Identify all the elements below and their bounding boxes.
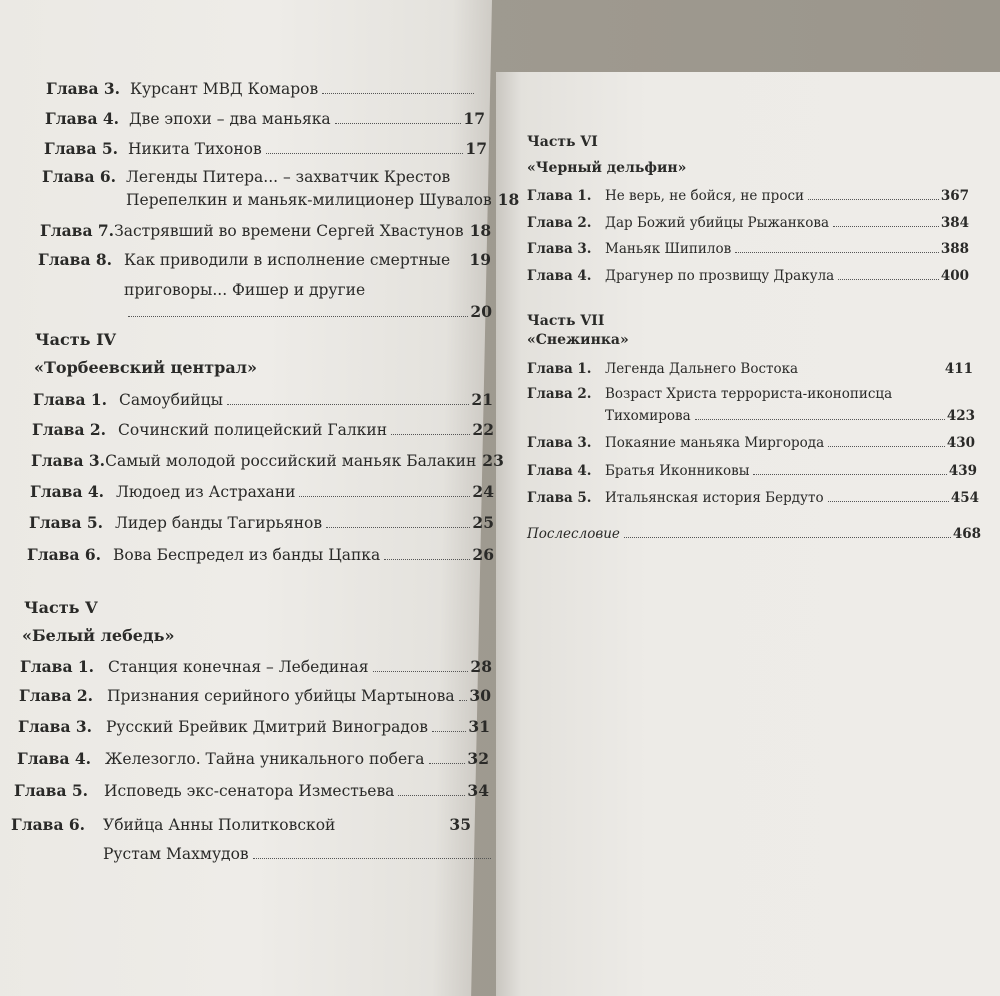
leader-dots <box>828 446 945 447</box>
part-heading: Часть VII <box>527 313 605 329</box>
chapter-label: Глава 4. <box>17 749 92 768</box>
chapter-label: Глава 5. <box>14 781 89 800</box>
chapter-label: Глава 3. <box>527 435 592 451</box>
leader-dots <box>373 671 469 672</box>
toc-entry[interactable] <box>527 188 969 204</box>
chapter-label: Глава 2. <box>19 686 94 705</box>
toc-entry[interactable] <box>45 109 485 128</box>
chapter-label: Глава 2. <box>527 386 592 402</box>
chapter-label: Глава 1. <box>33 390 108 409</box>
page-number: 400 <box>940 268 969 284</box>
part-heading: Часть IV <box>35 330 116 349</box>
leader-dots <box>253 858 491 859</box>
page-number: 468 <box>952 526 981 542</box>
leader-dots <box>384 559 470 560</box>
leader-dots <box>335 123 462 124</box>
chapter-title: Драгунер по прозвищу Дракула <box>605 268 835 284</box>
chapter-label: Глава 6. <box>27 545 102 564</box>
toc-entry[interactable] <box>14 781 489 800</box>
chapter-title: Легенда Дальнего Востока <box>605 361 799 377</box>
toc-entry-continuation <box>124 281 370 299</box>
leader-dots <box>227 404 470 405</box>
toc-entry[interactable] <box>527 386 947 402</box>
page-number: 18 <box>469 221 492 240</box>
page-number: 23 <box>482 451 504 470</box>
chapter-title: Дар Божий убийцы Рыжанкова <box>605 215 830 231</box>
leader-dots <box>753 474 946 475</box>
chapter-title: Признания серийного убийцы Мартынова <box>107 687 455 705</box>
page-number: 25 <box>472 513 494 532</box>
chapter-label: Глава 1. <box>527 188 592 204</box>
toc-entry[interactable] <box>20 657 492 676</box>
page-number: 32 <box>467 749 489 768</box>
page-number: 388 <box>940 241 969 257</box>
chapter-title: Покаяние маньяка Миргорода <box>605 435 825 451</box>
chapter-title: Железогло. Тайна уникального побега <box>105 750 425 768</box>
chapter-title: Возраст Христа террориста-иконописца <box>605 386 893 402</box>
chapter-label: Глава 2. <box>32 420 107 439</box>
chapter-label: Глава 4. <box>527 463 592 479</box>
page-number: 17 <box>463 109 485 128</box>
chapter-title: Как приводили в исполнение смертные <box>124 251 451 269</box>
toc-entry[interactable] <box>30 482 494 501</box>
leader-dots <box>398 795 465 796</box>
page-number: 30 <box>469 686 491 705</box>
page-number: 411 <box>944 361 973 377</box>
chapter-label: Глава 1. <box>527 361 592 377</box>
chapter-title-line2: приговоры... Фишер и другие <box>124 281 366 299</box>
leader-dots <box>624 537 951 538</box>
leader-dots <box>429 763 466 764</box>
chapter-title: Убийца Анны Политковской <box>103 816 336 834</box>
page-number: 31 <box>468 717 490 736</box>
toc-entry[interactable] <box>11 815 471 834</box>
page-number: 384 <box>940 215 969 231</box>
toc-entry[interactable] <box>44 139 487 158</box>
chapter-label: Глава 6. <box>11 815 86 834</box>
page-number: 19 <box>469 250 491 269</box>
toc-entry[interactable] <box>527 215 969 231</box>
chapter-title: Вова Беспредел из банды Цапка <box>113 546 381 564</box>
toc-entry[interactable] <box>527 241 969 257</box>
chapter-label: Глава 4. <box>527 268 592 284</box>
chapter-title: Курсант МВД Комаров <box>130 80 319 98</box>
page-number: 423 <box>946 408 975 424</box>
leader-dots <box>326 527 470 528</box>
chapter-title: Братья Иконниковы <box>605 463 750 479</box>
part-subtitle: «Торбеевский централ» <box>34 358 257 377</box>
chapter-title: Никита Тихонов <box>128 140 262 158</box>
toc-entry[interactable] <box>27 545 494 564</box>
chapter-title: Две эпохи – два маньяка <box>129 110 331 128</box>
toc-entry[interactable] <box>40 221 490 240</box>
page-number: 21 <box>471 390 493 409</box>
toc-entry-continuation <box>103 845 493 863</box>
part-heading: Часть V <box>24 598 98 617</box>
page-number: 367 <box>940 188 969 204</box>
leader-dots <box>828 501 949 502</box>
page-number: 18 <box>497 190 520 209</box>
page-number: 454 <box>950 490 979 506</box>
chapter-title: Людоед из Астрахани <box>116 483 296 501</box>
toc-entry-continuation <box>126 190 520 209</box>
leader-dots <box>322 93 474 94</box>
chapter-title: Лидер банды Тагирьянов <box>115 514 323 532</box>
chapter-label: Глава 7. <box>40 221 115 240</box>
leader-dots <box>808 199 939 200</box>
leader-dots <box>735 252 939 253</box>
toc-entry[interactable] <box>527 490 979 506</box>
page-number: 22 <box>472 420 494 439</box>
chapter-title: Легенды Питера... – захватчик Крестов <box>126 168 451 186</box>
toc-entry-afterword[interactable] <box>527 526 981 542</box>
leader-dots <box>838 279 939 280</box>
toc-entry-continuation <box>124 302 492 321</box>
chapter-label: Глава 5. <box>527 490 592 506</box>
page-number: 20 <box>470 302 492 321</box>
leader-dots <box>391 434 470 435</box>
leader-dots <box>128 316 468 317</box>
toc-entry[interactable] <box>33 390 493 409</box>
chapter-label: Глава 3. <box>18 717 93 736</box>
chapter-label: Глава 4. <box>30 482 105 501</box>
chapter-title: Исповедь экс-сенатора Изместьева <box>104 782 395 800</box>
chapter-title-line2: Тихомирова <box>605 408 691 424</box>
afterword-title: Послесловие <box>527 526 620 542</box>
toc-entry[interactable] <box>42 167 462 186</box>
page-number: 17 <box>465 139 487 158</box>
chapter-label: Глава 1. <box>20 657 95 676</box>
part-subtitle: «Черный дельфин» <box>527 160 687 176</box>
chapter-label: Глава 4. <box>45 109 120 128</box>
page-number: 26 <box>472 545 494 564</box>
chapter-label: Глава 5. <box>44 139 119 158</box>
chapter-title: Итальянская история Бердуто <box>605 490 824 506</box>
chapter-title: Самоубийцы <box>119 391 223 409</box>
chapter-title-line2: Перепелкин и маньяк-милиционер Шувалов <box>126 191 492 209</box>
leader-dots <box>299 496 470 497</box>
part-heading: Часть VI <box>527 134 598 150</box>
page-number: 24 <box>472 482 494 501</box>
leader-dots <box>695 419 945 420</box>
toc-entry[interactable] <box>31 451 504 470</box>
toc-entry[interactable] <box>527 435 975 451</box>
toc-entry[interactable] <box>17 749 489 768</box>
leader-dots <box>833 226 939 227</box>
chapter-title: Самый молодой российский маньяк Балакин <box>105 452 477 470</box>
chapter-label: Глава 3. <box>527 241 592 257</box>
chapter-label: Глава 5. <box>29 513 104 532</box>
leader-dots <box>266 153 464 154</box>
toc-entry[interactable] <box>527 463 977 479</box>
toc-entry[interactable] <box>18 717 490 736</box>
toc-entry-continuation <box>605 408 975 424</box>
page-number: 34 <box>467 781 489 800</box>
chapter-label: Глава 3. <box>31 451 106 470</box>
chapter-label: Глава 2. <box>527 215 592 231</box>
chapter-title: Русский Брейвик Дмитрий Виноградов <box>106 718 429 736</box>
toc-entry[interactable] <box>46 79 476 98</box>
chapter-label: Глава 6. <box>42 167 117 186</box>
page-number: 35 <box>449 815 471 834</box>
page-number: 439 <box>948 463 977 479</box>
toc-entry[interactable] <box>19 686 491 705</box>
page-number: 430 <box>946 435 975 451</box>
toc-entry[interactable] <box>527 361 973 377</box>
toc-entry[interactable] <box>38 250 491 269</box>
toc-entry[interactable] <box>32 420 494 439</box>
toc-entry[interactable] <box>29 513 494 532</box>
leader-dots <box>432 731 466 732</box>
chapter-title: Маньяк Шипилов <box>605 241 732 257</box>
chapter-title: Станция конечная – Лебединая <box>108 658 369 676</box>
toc-entry[interactable] <box>527 268 969 284</box>
part-subtitle: «Белый лебедь» <box>22 626 175 645</box>
leader-dots <box>459 700 468 701</box>
part-subtitle: «Снежинка» <box>527 332 629 348</box>
chapter-title-line2: Рустам Махмудов <box>103 845 249 863</box>
chapter-label: Глава 3. <box>46 79 121 98</box>
chapter-title: Застрявший во времени Сергей Хвастунов <box>114 222 464 240</box>
chapter-title: Сочинский полицейский Галкин <box>118 421 388 439</box>
page-number: 28 <box>470 657 492 676</box>
chapter-label: Глава 8. <box>38 250 113 269</box>
chapter-title: Не верь, не бойся, не проси <box>605 188 805 204</box>
